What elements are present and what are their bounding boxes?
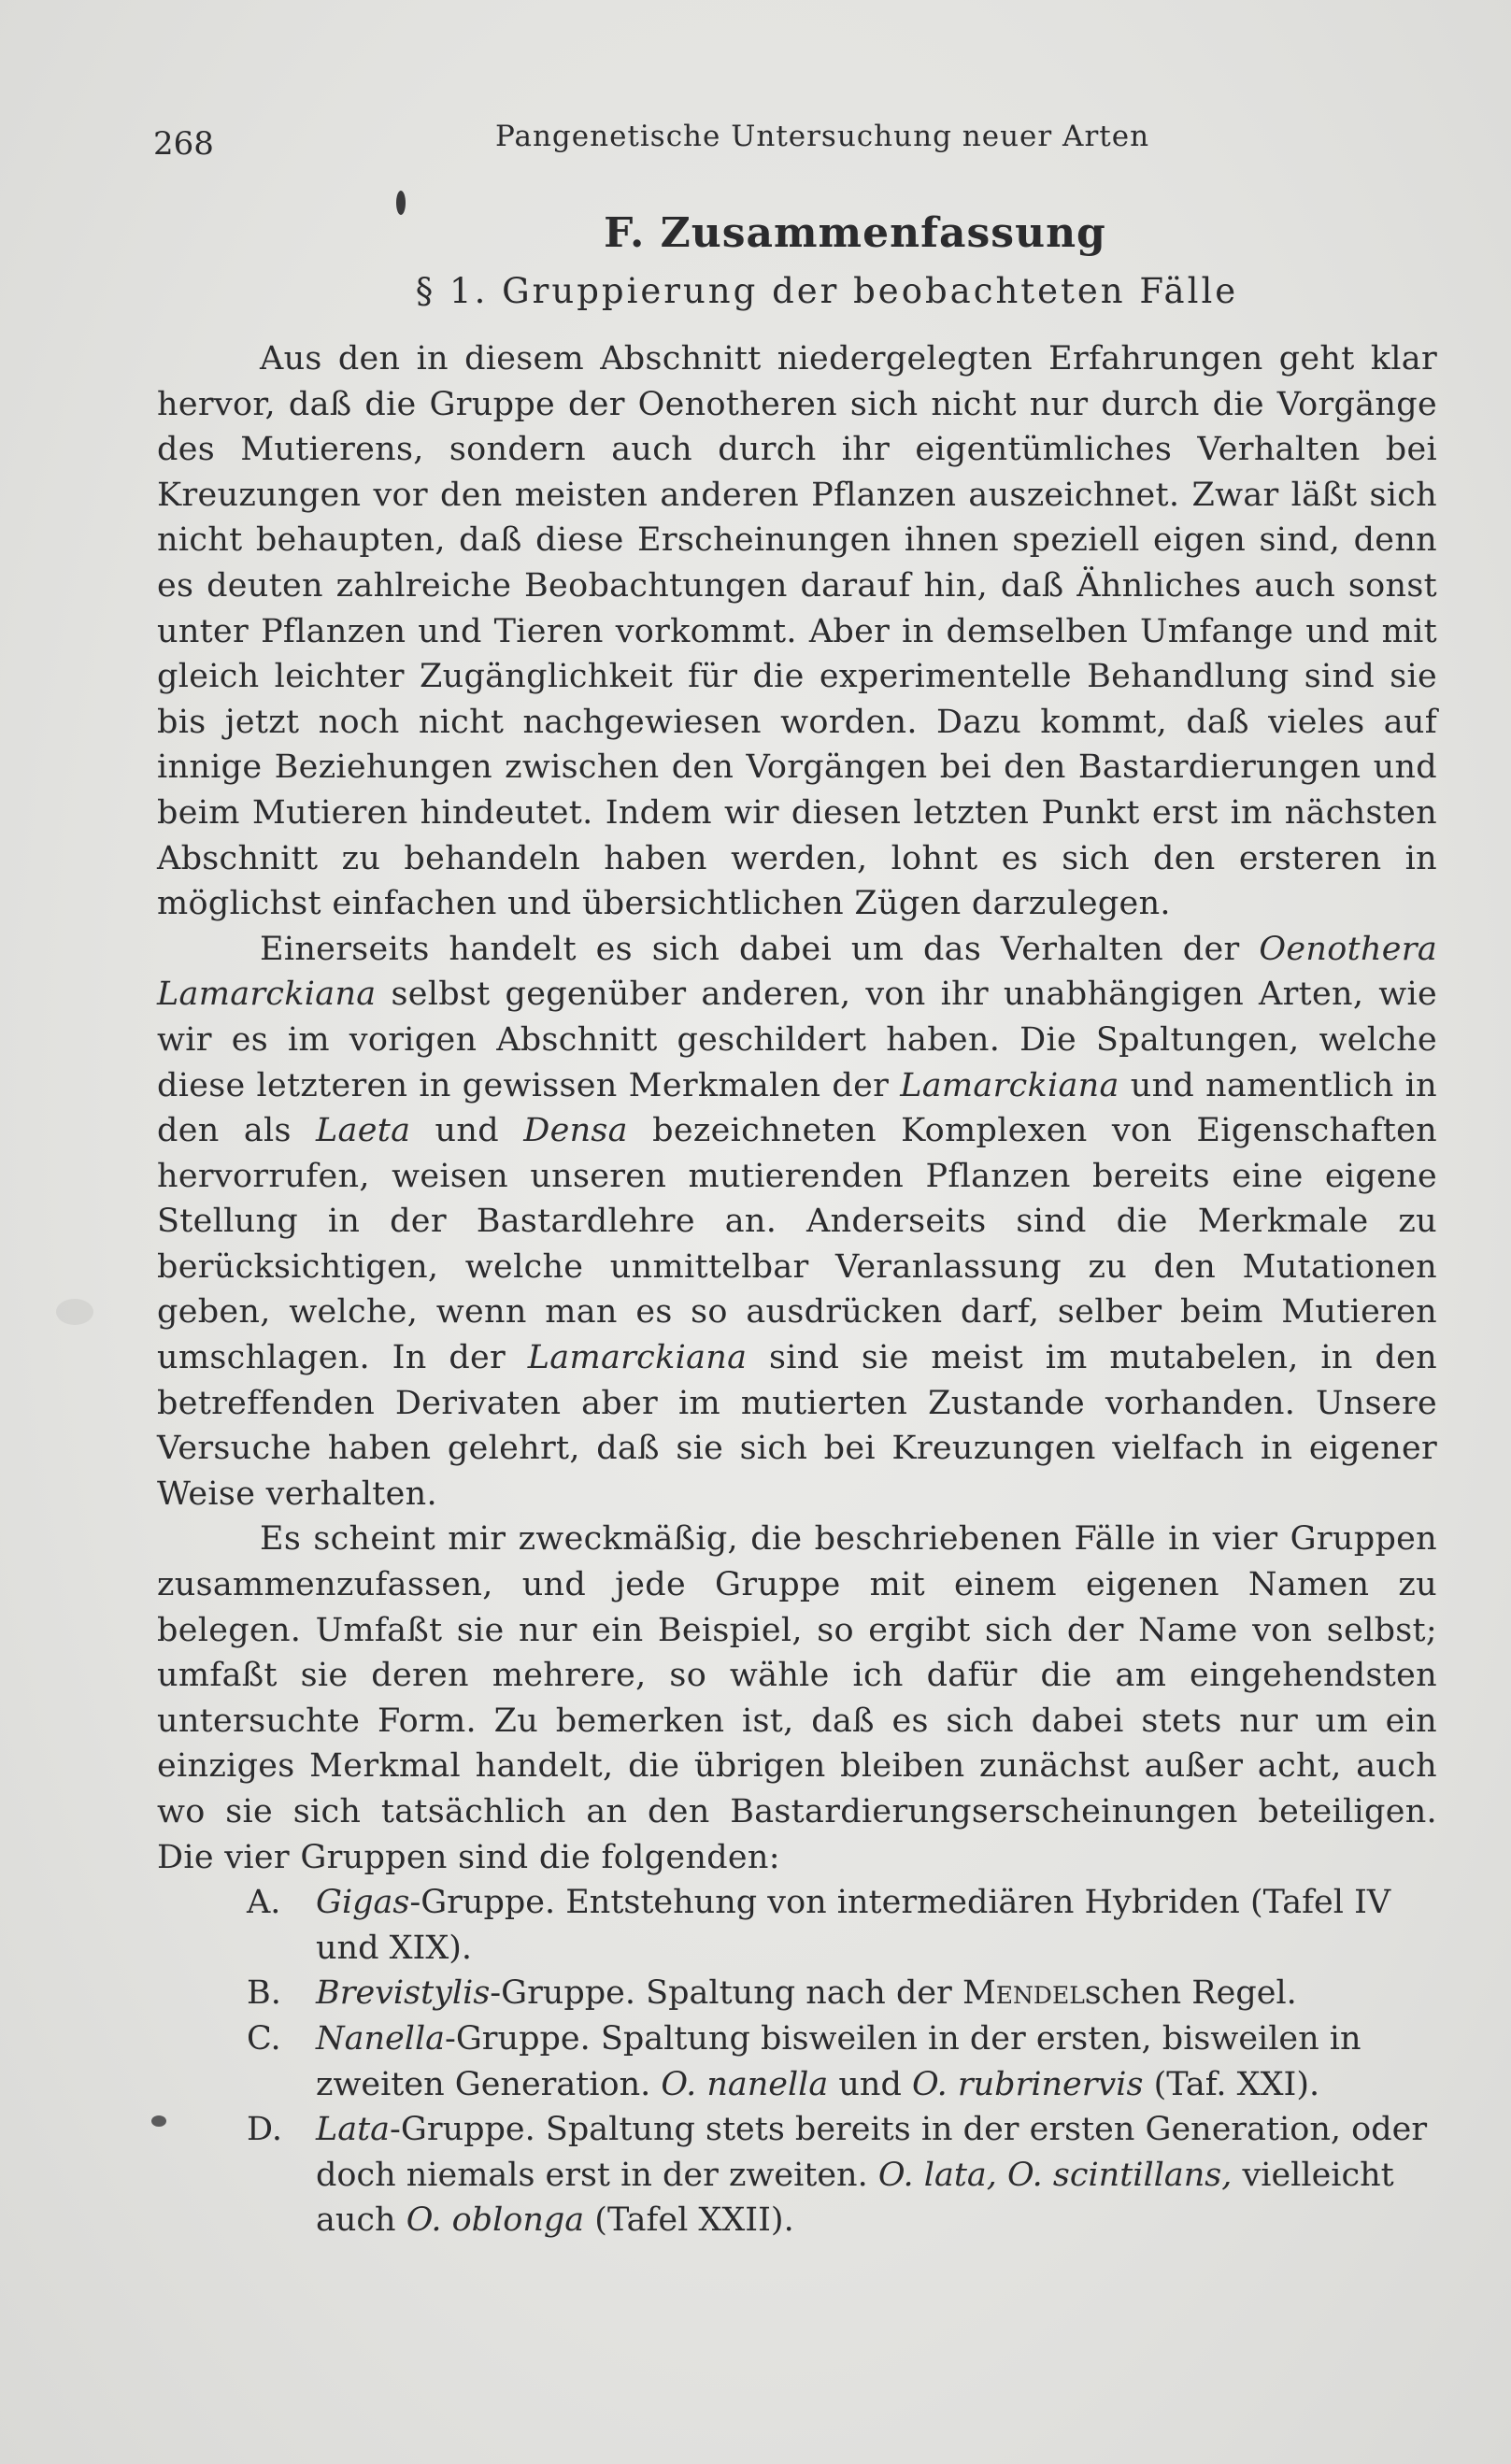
subsection-title: § 1. Gruppierung der beobachteten Fälle xyxy=(415,271,1239,311)
species-name: O. oblonga xyxy=(406,2201,585,2240)
section-title: F. Zusammenfassung xyxy=(604,209,1106,257)
group-suffix: -Gruppe. xyxy=(490,1974,635,2013)
group-name: Nanella xyxy=(316,2019,446,2058)
group-text: schen Regel. xyxy=(1084,1974,1297,2013)
group-list xyxy=(157,1880,1437,2243)
group-suffix: -Gruppe. xyxy=(409,1884,556,1922)
paragraph-2 xyxy=(157,927,1437,1517)
page-header xyxy=(150,120,1439,166)
species-name: O. rubrinervis xyxy=(912,2065,1144,2103)
group-text: Spaltung stets bereits in der ersten Generation, oder doch niemals erst in der zweiten. xyxy=(316,2111,1428,2194)
plate-reference: (Tafel XXII). xyxy=(594,2201,794,2240)
author-name: Mendel xyxy=(962,1974,1085,2013)
text-span: Einerseits handelt es sich dabei um das Verhalten der xyxy=(260,930,1240,968)
plate-reference: (Taf. XXI). xyxy=(1153,2065,1320,2103)
text-span: bezeichneten Komplexen von Eigenschaften hervorrufen, weisen unseren mutierenden Pflanzen bereits eine eigene Stellung in der Bastardlehre an. Anderseits sind die Merkmale zu berücksichtigen, welche unmittelbar Veranlassung zu den Mutationen geben, welche, wenn man es so ausdrücken darf, selber beim Mutieren umschlagen. In der xyxy=(157,1112,1437,1377)
page-number: 268 xyxy=(153,125,214,163)
group-item-c xyxy=(157,2016,1437,2107)
running-title: Pangenetische Untersuchung neuer Arten xyxy=(495,120,1150,153)
group-label: C. xyxy=(247,2019,281,2058)
species-name: O. lata, xyxy=(877,2156,997,2194)
species-name: Lamarckiana xyxy=(900,1066,1119,1104)
group-label: A. xyxy=(247,1884,281,1922)
group-item-b xyxy=(157,1971,1437,2016)
group-label: D. xyxy=(247,2111,282,2149)
group-label: B. xyxy=(247,1974,281,2013)
ink-smudge xyxy=(56,1299,93,1325)
group-text: Entstehung von intermediären Hybriden (Tafel IV und XIX). xyxy=(316,1884,1391,1967)
group-name: Brevistylis xyxy=(316,1974,491,2013)
paragraph-1: Aus den in diesem Abschnitt niedergelegten Erfahrungen geht klar hervor, daß die Gruppe der Oenotheren sich nicht nur durch die Vorgänge des Mutierens, sondern auch durch ihr eigentümliches Verhalten bei Kreuzungen vor den meisten anderen Pflanzen auszeichnet. Zwar läßt sich nicht behaupten, daß diese Erscheinungen ihnen speziell eigen sind, denn es deuten zahlreiche Beobachtungen darauf hin, daß Ähnliches auch sonst unter Pflanzen und Tieren vorkommt. Aber in demselben Umfange und mit gleich leichter Zugänglichkeit für die experimentelle Behandlung sind sie bis jetzt noch nicht nachgewiesen worden. Dazu kommt, daß vieles auf innige Beziehungen zwischen den Vorgängen bei den Bastardierungen und beim Mutieren hindeutet. Indem wir diesen letzten Punkt erst im nächsten Abschnitt zu behandeln haben werden, lohnt es sich den ersteren in möglichst einfachen und übersichtlichen Zügen darzulegen. xyxy=(157,340,1437,923)
species-name: Oenothera Lamarckiana xyxy=(157,930,1437,1014)
group-suffix: -Gruppe. xyxy=(445,2019,591,2058)
text-span: sind sie meist im mutabelen, in den betreffenden Derivaten aber im mutierten Zustande vorhanden. Unsere Versuche haben gelehrt, daß sie sich bei Kreuzungen vielfach in eigener Weise verhalten. xyxy=(157,1339,1437,1513)
text-span: und namentlich in den als xyxy=(157,1066,1437,1150)
species-name: O. nanella xyxy=(661,2065,829,2103)
group-text: vielleicht auch xyxy=(316,2156,1394,2240)
group-text: Spaltung bisweilen in der ersten, bisweilen in zweiten Generation. xyxy=(316,2019,1361,2103)
text-span: selbst gegenüber anderen, von ihr unabhängigen Arten, wie wir es im vorigen Abschnitt geschildert haben. Die Spaltungen, welche diese letzteren in gewissen Merkmalen der xyxy=(157,976,1437,1104)
group-text: Spaltung nach der xyxy=(646,1974,952,2013)
group-text: und xyxy=(838,2065,902,2103)
complex-name: Densa xyxy=(523,1112,628,1150)
group-name: Gigas xyxy=(316,1884,410,1922)
group-suffix: -Gruppe. xyxy=(390,2111,535,2149)
group-name: Lata xyxy=(316,2111,391,2149)
paragraph-3: Es scheint mir zweckmäßig, die beschriebenen Fälle in vier Gruppen zusammenzufassen, und jede Gruppe mit einem eigenen Namen zu belegen. Umfaßt sie nur ein Beispiel, so ergibt sich der Name von selbst; umfaßt sie deren mehrere, so wähle ich dafür die am eingehendsten untersuchte Form. Zu bemerken ist, daß es sich dabei stets nur um ein einziges Merkmal handelt, die übrigen bleiben zunächst außer acht, auch wo sie sich tatsächlich an den Bastardierungserscheinungen beteiligen. Die vier Gruppen sind die folgenden: xyxy=(157,1520,1437,1876)
species-name: O. scintillans, xyxy=(1007,2156,1233,2194)
text-span: und xyxy=(435,1112,499,1150)
group-item-a xyxy=(157,1880,1437,1971)
complex-name: Laeta xyxy=(316,1112,411,1150)
species-name: Lamarckiana xyxy=(527,1339,748,1377)
body-text xyxy=(157,336,1437,2243)
group-item-d xyxy=(157,2107,1437,2243)
